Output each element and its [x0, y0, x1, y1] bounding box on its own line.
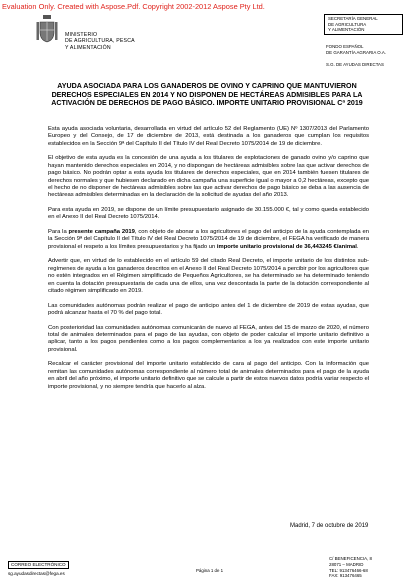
ministry-name [65, 32, 135, 51]
paragraph: Con posterioridad las comunidades autónomas comunicarán de nuevo al FEGA, antes del 15 de marzo de 2020, el número total de animales determinados para el pago de las ayudas, con objeto de poder calcular el importe unitario definitivo a aplicar, tanto a los pagos pendientes como a los pagos complementarios a los ya realizados con este importe unitario provisional. [48, 324, 369, 353]
subdirectorate-name: S.G. DE AYUDAS DIRECTAS [326, 62, 384, 67]
paragraph [48, 229, 369, 251]
fondo-name [326, 44, 386, 56]
email-address: sg.ayudasdirectas@fega.es [8, 571, 65, 576]
ministry-line: Y ALIMENTACIÓN [65, 44, 111, 51]
paragraph: Esta ayuda asociada voluntaria, desarrollada en virtud del artículo 52 del Reglamento (UE) Nº 1307/2013 del Parlamento Europeo y del Consejo, de 17 de diciembre de 2013, está destinada a los ganaderos que cumplan los requisitos establecidos en la Sección 9ª del Capítulo II del Título IV del Real Decreto 1075/2014 de 19 de diciembre. [48, 126, 369, 147]
paragraph-text: . [356, 243, 359, 250]
address-line: TEL: 913476466-68 [329, 567, 368, 573]
fondo-line: DE GARANTÍA AGRARIA O.A. [326, 49, 387, 55]
paragraph-text: Para la [48, 229, 69, 236]
email-label: CORREO ELECTRÓNICO [8, 561, 69, 569]
paragraph: Recalcar el carácter provisional del importe unitario establecido de cara al pago del anticipo. Con la información que remitan las comunidades autónomas correspondiente al número total de animales determinados para el pago de la ayuda en abril del año próximo, el importe unitario definitivo que se calcule a partir de estos nuevos datos podría variar respecto el importe provisional, y no siempre tendría que hacerlo al alza. [48, 361, 369, 390]
paragraph: Advertir que, en virtud de lo establecido en el artículo 59 del citado Real Decreto, el importe unitario de los distintos sub-regímenes de ayuda a los ganaderos descritos en el Anexo II del Real Decreto 1075/2014 a percibir por los agricultores que no estén integrados en el Régimen simplificado de Pequeños Agricultores, se ha determinado se ha determinado teniendo en cuenta la dotación presupuestaria de cada una de ellos, una vez descontada la parte de la dotación correspondiente al citado régimen simplificado en 2019. [48, 258, 369, 295]
address-line: C/ BENEFICENCIA, 8 [329, 556, 372, 561]
footer-address [329, 556, 372, 579]
secretaria-line: DE AGRICULTURA [328, 21, 367, 27]
ministry-line: DE AGRICULTURA, PESCA [65, 38, 135, 45]
secretaria-line: SECRETARÍA GENERAL [328, 16, 378, 21]
address-line: FAX: 913476465 [329, 573, 362, 579]
paragraph: El objetivo de esta ayuda es la concesión de una ayuda a los titulares de explotaciones de ganado ovino y/o caprino que hayan mantenido derechos especiales en 2014, y no dispongan de hectáreas admisibles sobre las que activar derechos de pago básico. No podrán optar a esta ayuda los titulares de derechos especiales, que en 2014 también fuesen titulares de derechos normales y que hubiesen declarado en dicha campaña una superficie igual o mayor a 0,2 hectáreas, excepto que el hecho de no disponer de hectáreas admisibles sobre las que activar derechos de pago básico se deba a las ausencia de hectáreas admisibles determinadas en la declaración de la solicitud de ayudas del año 2013. [48, 155, 369, 199]
secretaria-box [324, 14, 403, 35]
paragraph: Las comunidades autónomas podrán realizar el pago de anticipo antes del 1 de diciembre de 2019 de estas ayudas, que podrá alcanzar hasta el 70 % del pago total. [48, 302, 369, 317]
evaluation-watermark: Evaluation Only. Created with Aspose.Pdf. Copyright 2002-2012 Aspose Pty Ltd. [2, 2, 265, 11]
spain-coat-of-arms-icon [36, 14, 58, 44]
ministry-line: MINISTERIO [65, 32, 98, 38]
footer-contact [8, 561, 69, 577]
address-line: 28071 – MADRID [329, 561, 364, 567]
fondo-line: FONDO ESPAÑOL [326, 44, 364, 49]
signature-date: Madrid, 7 de octubre de 2019 [290, 523, 369, 529]
campaign-highlight: presente campaña 2019 [68, 229, 135, 236]
paragraph-text: , con objeto de abonar a los agricultores el pago del anticipo de la ayuda contemplada en la Sección 9ª del Capítulo II del Título IV del Real Decreto 1075/2014 de 19 de diciembre, el FEGA ha verificado de manera provisional el respeto a los límites presupuestarios y ha fijado un [48, 229, 369, 250]
document-body [48, 126, 369, 398]
document-title: AYUDA ASOCIADA PARA LOS GANADEROS DE OVINO Y CAPRINO QUE MANTUVIERON DERECHOS ESPECIALES EN 2014 Y NO DISPONEN DE HECTÁREAS ADMISIBLES PARA LA ACTIVACIÓN DE DERECHOS DE PAGO BÁSICO. IMPORTE UNITARIO PROVISIONAL Cª 2019 [51, 82, 363, 108]
paragraph: Para esta ayuda en 2019, se dispone de un límite presupuestario asignado de 30.155.000 €, tal y como queda establecido en el Anexo II del Real Decreto 1075/2014. [48, 207, 369, 221]
unit-amount-highlight: importe unitario provisional de 36,443245 €/animal [216, 243, 357, 250]
page-number: Página 1 de 1 [196, 568, 224, 573]
secretaria-line: Y ALIMENTACIÓN [328, 27, 365, 33]
